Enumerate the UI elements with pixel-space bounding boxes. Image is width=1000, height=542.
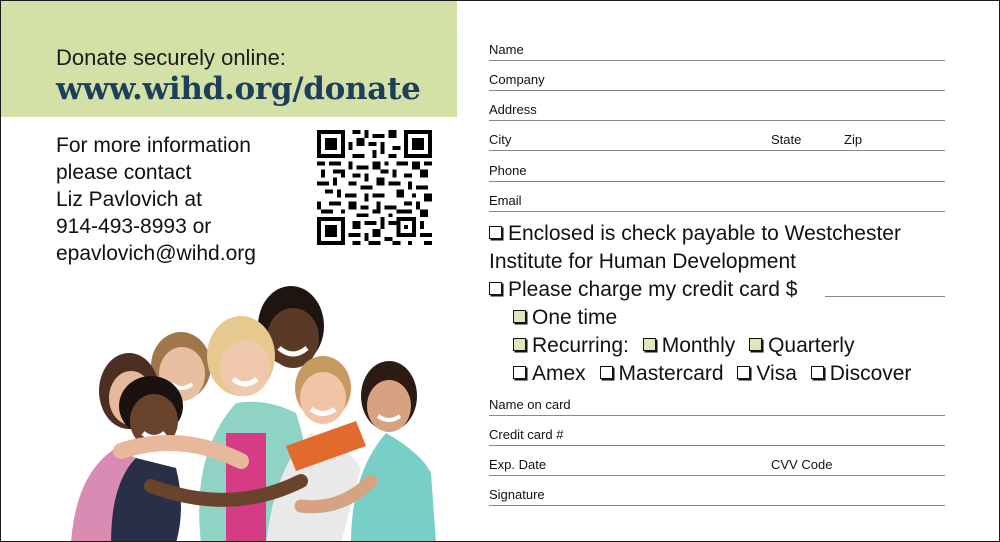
contact-line: For more information (56, 134, 251, 157)
company-label: Company (489, 72, 545, 87)
card-number-field[interactable] (489, 424, 945, 446)
zip-label: Zip (844, 132, 863, 147)
email-label: Email (489, 193, 522, 208)
credit-card-label: Please charge my credit card $ (508, 278, 798, 301)
credit-card-option[interactable] (489, 277, 797, 303)
mastercard-checkbox[interactable] (600, 366, 613, 379)
signature-field[interactable] (489, 484, 945, 506)
card-number-label: Credit card # (489, 427, 564, 442)
qr-code-icon[interactable] (317, 130, 432, 245)
check-option[interactable] (489, 221, 901, 247)
visa-label: Visa (756, 362, 797, 385)
visa-checkbox[interactable] (737, 366, 750, 379)
child-figure (361, 361, 417, 432)
city-state-zip-field[interactable] (489, 129, 945, 151)
address-label: Address (489, 102, 537, 117)
contact-info (56, 132, 306, 267)
mastercard-label: Mastercard (618, 362, 724, 385)
signature-label: Signature (489, 487, 545, 502)
child-figure (295, 356, 351, 424)
card-type-row (513, 361, 919, 387)
check-option-line2: Institute for Human Development (489, 250, 796, 273)
donation-form (489, 1, 949, 542)
banner-heading: Donate securely online: (56, 45, 286, 70)
one-time-label: One time (532, 306, 618, 329)
donate-url-link[interactable]: www.wihd.org/donate (56, 71, 421, 107)
amex-label: Amex (532, 362, 586, 385)
credit-card-checkbox[interactable] (489, 282, 502, 295)
one-time-option[interactable] (513, 305, 617, 331)
children-group-photo (51, 276, 451, 542)
recurring-label: Recurring: (532, 334, 629, 357)
discover-checkbox[interactable] (811, 366, 824, 379)
quarterly-checkbox[interactable] (749, 338, 762, 351)
state-label: State (771, 132, 802, 147)
name-on-card-label: Name on card (489, 397, 571, 412)
company-field[interactable] (489, 69, 945, 91)
recurring-checkbox[interactable] (513, 338, 526, 351)
quarterly-label: Quarterly (768, 334, 855, 357)
contact-phone: 914-493-8993 or (56, 215, 212, 238)
amex-checkbox[interactable] (513, 366, 526, 379)
contact-line: Liz Pavlovich at (56, 188, 202, 211)
monthly-checkbox[interactable] (643, 338, 656, 351)
cvv-label: CVV Code (771, 457, 833, 472)
phone-field[interactable] (489, 160, 945, 182)
phone-label: Phone (489, 163, 527, 178)
amount-field[interactable] (825, 296, 945, 297)
city-label: City (489, 132, 512, 147)
check-checkbox[interactable] (489, 226, 502, 239)
exp-cvv-field[interactable] (489, 454, 945, 476)
contact-line: please contact (56, 161, 192, 184)
contact-email: epavlovich@wihd.org (56, 242, 256, 265)
name-field[interactable] (489, 39, 945, 61)
one-time-checkbox[interactable] (513, 310, 526, 323)
exp-date-label: Exp. Date (489, 457, 547, 472)
address-field[interactable] (489, 99, 945, 121)
check-label: Enclosed is check payable to Westchester (508, 222, 901, 245)
donate-banner (1, 1, 457, 117)
child-figure (207, 316, 275, 396)
recurring-row (513, 333, 862, 359)
email-field[interactable] (489, 190, 945, 212)
name-label: Name (489, 42, 524, 57)
discover-label: Discover (829, 362, 912, 385)
name-on-card-field[interactable] (489, 394, 945, 416)
monthly-label: Monthly (661, 334, 736, 357)
